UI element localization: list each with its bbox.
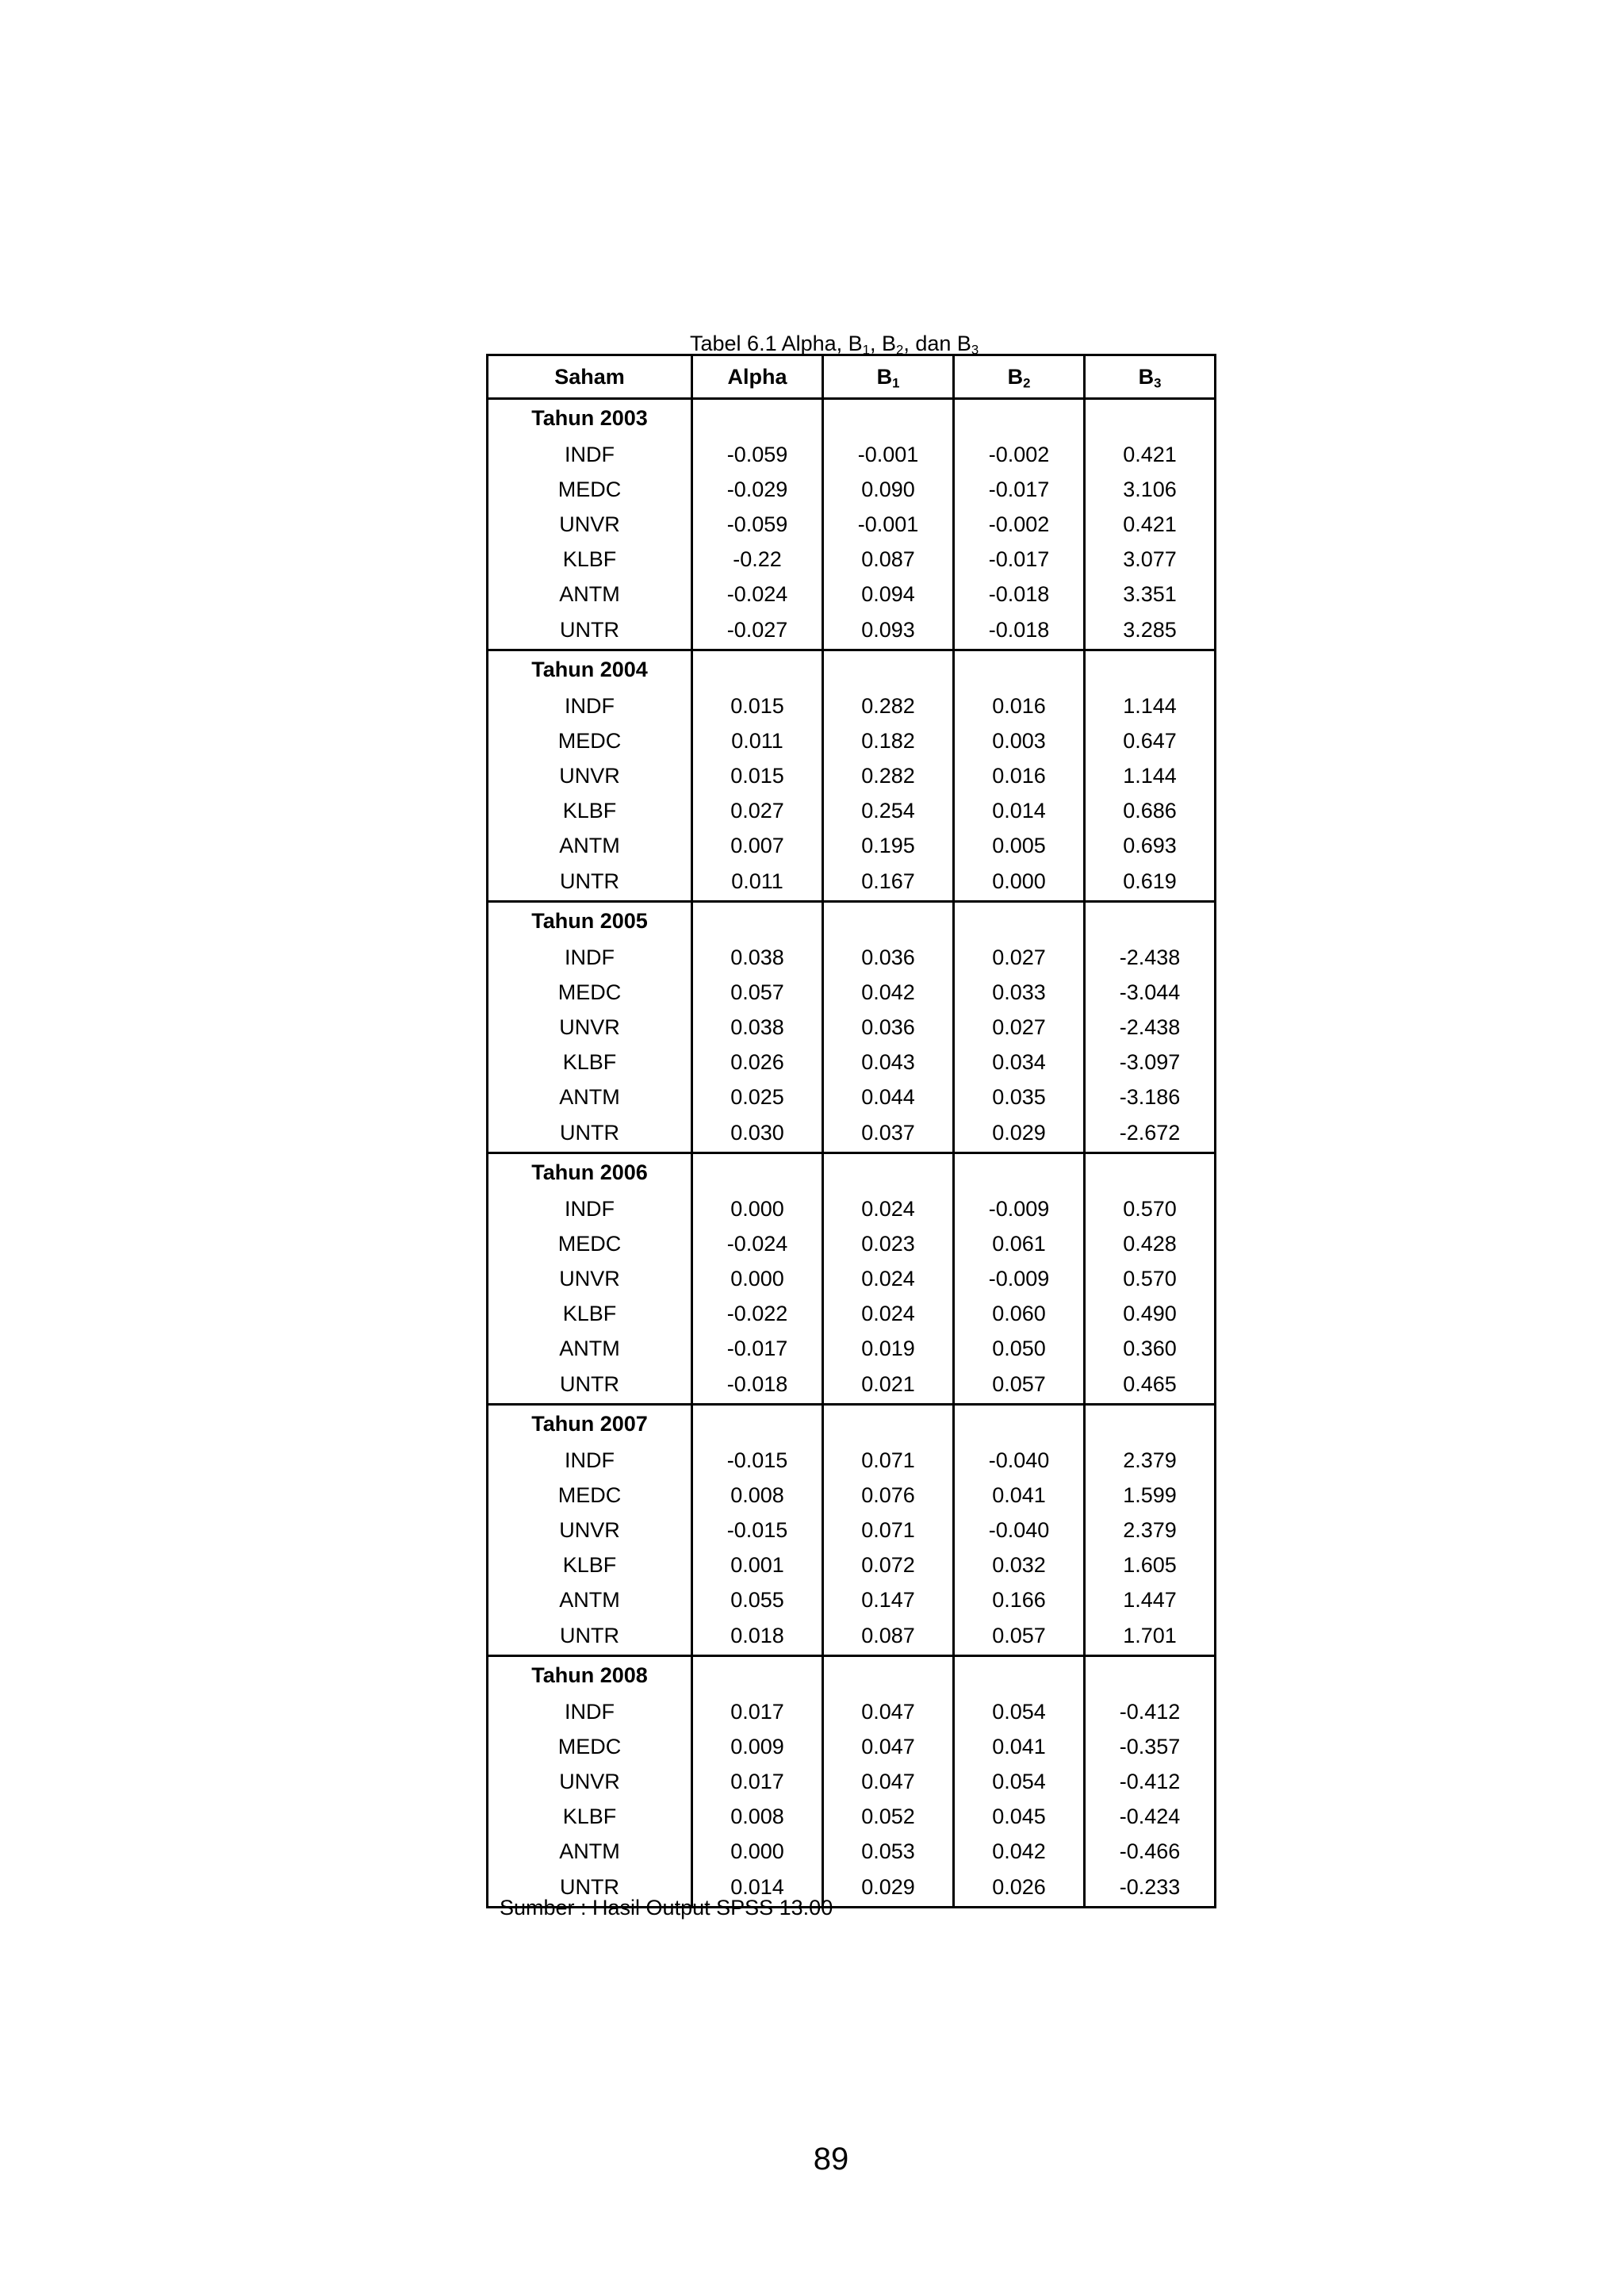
table-row <box>488 1080 1216 1114</box>
year-label: Tahun 2008 <box>488 1656 692 1695</box>
cell-alpha: 0.057 <box>692 975 823 1010</box>
table-row <box>488 1045 1216 1080</box>
cell-b1: 0.029 <box>823 1869 954 1908</box>
table-row <box>488 975 1216 1010</box>
cell-saham: UNTR <box>488 1114 692 1153</box>
cell-b2: 0.057 <box>954 1366 1085 1405</box>
cell-b3: -0.466 <box>1085 1834 1216 1869</box>
year-row <box>488 1153 1216 1192</box>
page-number: 89 <box>813 2142 849 2177</box>
year-group <box>488 902 1216 1153</box>
cell-b1: -0.001 <box>823 507 954 542</box>
cell-saham: UNVR <box>488 507 692 542</box>
cell-b1: 0.036 <box>823 1010 954 1045</box>
empty-cell <box>954 1153 1085 1192</box>
cell-alpha: -0.015 <box>692 1443 823 1478</box>
cell-saham: ANTM <box>488 1080 692 1114</box>
header-b1-subscript: 1 <box>892 375 900 391</box>
year-row <box>488 399 1216 438</box>
cell-saham: KLBF <box>488 1045 692 1080</box>
year-label: Tahun 2007 <box>488 1405 692 1444</box>
cell-saham: UNVR <box>488 1261 692 1296</box>
cell-alpha: 0.008 <box>692 1799 823 1834</box>
cell-b2: 0.061 <box>954 1226 1085 1261</box>
table-row <box>488 793 1216 828</box>
empty-cell <box>1085 902 1216 941</box>
cell-b1: 0.047 <box>823 1764 954 1799</box>
cell-saham: UNVR <box>488 1010 692 1045</box>
cell-alpha: 0.017 <box>692 1694 823 1729</box>
cell-alpha: 0.015 <box>692 688 823 723</box>
cell-b3: 0.490 <box>1085 1296 1216 1331</box>
year-group <box>488 1656 1216 1908</box>
cell-saham: INDF <box>488 1694 692 1729</box>
cell-b1: 0.021 <box>823 1366 954 1405</box>
cell-b3: 1.144 <box>1085 758 1216 793</box>
cell-saham: MEDC <box>488 1478 692 1513</box>
cell-b2: 0.045 <box>954 1799 1085 1834</box>
cell-saham: MEDC <box>488 1226 692 1261</box>
table-row <box>488 1010 1216 1045</box>
cell-b1: 0.093 <box>823 612 954 650</box>
cell-alpha: 0.007 <box>692 828 823 863</box>
cell-b2: -0.017 <box>954 542 1085 577</box>
table-row <box>488 472 1216 507</box>
cell-saham: ANTM <box>488 1331 692 1366</box>
empty-cell <box>954 1656 1085 1695</box>
cell-saham: MEDC <box>488 975 692 1010</box>
cell-b2: 0.050 <box>954 1331 1085 1366</box>
cell-b1: 0.071 <box>823 1513 954 1548</box>
cell-saham: UNVR <box>488 758 692 793</box>
cell-b1: 0.023 <box>823 1226 954 1261</box>
cell-alpha: -0.015 <box>692 1513 823 1548</box>
header-b1-label: B <box>876 364 893 389</box>
cell-alpha: -0.024 <box>692 1226 823 1261</box>
year-label: Tahun 2005 <box>488 902 692 941</box>
table-row <box>488 1114 1216 1153</box>
cell-b2: 0.041 <box>954 1729 1085 1764</box>
cell-b1: 0.282 <box>823 758 954 793</box>
year-group <box>488 399 1216 650</box>
header-b2-label: B <box>1007 364 1024 389</box>
cell-saham: KLBF <box>488 1548 692 1582</box>
cell-b3: 0.686 <box>1085 793 1216 828</box>
cell-alpha: -0.059 <box>692 507 823 542</box>
empty-cell <box>954 399 1085 438</box>
cell-b2: 0.003 <box>954 723 1085 758</box>
cell-b2: 0.027 <box>954 940 1085 975</box>
cell-b3: 0.693 <box>1085 828 1216 863</box>
cell-b3: 2.379 <box>1085 1443 1216 1478</box>
empty-cell <box>692 1405 823 1444</box>
cell-b3: -3.044 <box>1085 975 1216 1010</box>
cell-alpha: 0.001 <box>692 1548 823 1582</box>
cell-b1: 0.042 <box>823 975 954 1010</box>
year-group <box>488 1153 1216 1405</box>
empty-cell <box>823 902 954 941</box>
cell-b1: 0.094 <box>823 577 954 612</box>
table-caption <box>690 332 1063 358</box>
table-row <box>488 612 1216 650</box>
cell-b3: 0.465 <box>1085 1366 1216 1405</box>
cell-alpha: -0.027 <box>692 612 823 650</box>
year-row <box>488 1405 1216 1444</box>
cell-b2: 0.041 <box>954 1478 1085 1513</box>
cell-b2: -0.018 <box>954 577 1085 612</box>
table-row <box>488 1366 1216 1405</box>
cell-b1: 0.047 <box>823 1694 954 1729</box>
year-label: Tahun 2006 <box>488 1153 692 1192</box>
table-row <box>488 758 1216 793</box>
cell-saham: MEDC <box>488 723 692 758</box>
empty-cell <box>1085 650 1216 689</box>
cell-b3: 0.360 <box>1085 1331 1216 1366</box>
cell-alpha: 0.011 <box>692 723 823 758</box>
cell-b3: -3.186 <box>1085 1080 1216 1114</box>
cell-b1: 0.071 <box>823 1443 954 1478</box>
table-row <box>488 863 1216 902</box>
empty-cell <box>823 1656 954 1695</box>
table-row <box>488 940 1216 975</box>
table-row <box>488 1834 1216 1869</box>
cell-b2: -0.002 <box>954 437 1085 472</box>
empty-cell <box>692 1656 823 1695</box>
cell-b3: 1.144 <box>1085 688 1216 723</box>
caption-subscript-1: 1 <box>862 342 870 358</box>
cell-b1: 0.076 <box>823 1478 954 1513</box>
cell-saham: KLBF <box>488 1296 692 1331</box>
cell-b2: 0.000 <box>954 863 1085 902</box>
cell-b2: -0.018 <box>954 612 1085 650</box>
cell-b3: 1.447 <box>1085 1582 1216 1617</box>
cell-b3: 3.351 <box>1085 577 1216 612</box>
cell-alpha: 0.038 <box>692 940 823 975</box>
table-row <box>488 828 1216 863</box>
table-row <box>488 1548 1216 1582</box>
cell-b1: 0.072 <box>823 1548 954 1582</box>
table-row <box>488 577 1216 612</box>
cell-b2: 0.166 <box>954 1582 1085 1617</box>
cell-b1: 0.052 <box>823 1799 954 1834</box>
cell-b3: 2.379 <box>1085 1513 1216 1548</box>
cell-alpha: 0.000 <box>692 1261 823 1296</box>
cell-b2: 0.034 <box>954 1045 1085 1080</box>
table-source-note: Sumber : Hasil Output SPSS 13.00 <box>500 1896 833 1920</box>
table-row <box>488 1191 1216 1226</box>
cell-saham: UNVR <box>488 1513 692 1548</box>
year-label: Tahun 2003 <box>488 399 692 438</box>
cell-b1: 0.024 <box>823 1261 954 1296</box>
cell-b2: 0.054 <box>954 1764 1085 1799</box>
cell-b2: 0.005 <box>954 828 1085 863</box>
cell-b2: 0.027 <box>954 1010 1085 1045</box>
cell-b1: 0.087 <box>823 1617 954 1656</box>
cell-saham: INDF <box>488 437 692 472</box>
cell-b3: -2.438 <box>1085 940 1216 975</box>
cell-b2: 0.026 <box>954 1869 1085 1908</box>
table-row <box>488 1478 1216 1513</box>
cell-b3: 0.428 <box>1085 1226 1216 1261</box>
cell-b2: 0.016 <box>954 688 1085 723</box>
cell-b3: 0.421 <box>1085 507 1216 542</box>
cell-b2: 0.060 <box>954 1296 1085 1331</box>
empty-cell <box>823 399 954 438</box>
header-b2-subscript: 2 <box>1023 375 1031 391</box>
cell-alpha: -0.017 <box>692 1331 823 1366</box>
header-saham <box>488 355 692 399</box>
cell-b3: 1.605 <box>1085 1548 1216 1582</box>
year-row <box>488 902 1216 941</box>
table-row <box>488 1226 1216 1261</box>
cell-alpha: -0.22 <box>692 542 823 577</box>
cell-saham: ANTM <box>488 577 692 612</box>
empty-cell <box>823 1405 954 1444</box>
cell-b2: 0.016 <box>954 758 1085 793</box>
year-group <box>488 650 1216 902</box>
year-label: Tahun 2004 <box>488 650 692 689</box>
coefficients-table <box>486 354 1216 1908</box>
empty-cell <box>1085 1153 1216 1192</box>
cell-alpha: 0.025 <box>692 1080 823 1114</box>
cell-alpha: -0.024 <box>692 577 823 612</box>
cell-alpha: 0.011 <box>692 863 823 902</box>
cell-saham: INDF <box>488 1191 692 1226</box>
table-row <box>488 1443 1216 1478</box>
cell-saham: UNTR <box>488 1366 692 1405</box>
cell-alpha: -0.029 <box>692 472 823 507</box>
cell-saham: ANTM <box>488 828 692 863</box>
cell-saham: UNTR <box>488 1617 692 1656</box>
table-header <box>488 355 1216 399</box>
cell-b2: -0.040 <box>954 1513 1085 1548</box>
cell-b1: 0.090 <box>823 472 954 507</box>
cell-saham: UNTR <box>488 1869 692 1908</box>
cell-alpha: 0.000 <box>692 1191 823 1226</box>
table-row <box>488 507 1216 542</box>
empty-cell <box>954 1405 1085 1444</box>
cell-b2: 0.033 <box>954 975 1085 1010</box>
header-alpha <box>692 355 823 399</box>
caption-subscript-3: 3 <box>971 342 979 358</box>
cell-b1: 0.024 <box>823 1296 954 1331</box>
cell-b1: 0.047 <box>823 1729 954 1764</box>
cell-saham: UNVR <box>488 1764 692 1799</box>
cell-b3: -0.424 <box>1085 1799 1216 1834</box>
cell-saham: KLBF <box>488 793 692 828</box>
caption-text: Tabel 6.1 Alpha, B <box>690 332 863 355</box>
empty-cell <box>692 399 823 438</box>
cell-saham: INDF <box>488 940 692 975</box>
cell-alpha: 0.038 <box>692 1010 823 1045</box>
cell-b3: 0.570 <box>1085 1261 1216 1296</box>
cell-b3: -0.357 <box>1085 1729 1216 1764</box>
cell-b3: -0.233 <box>1085 1869 1216 1908</box>
cell-b2: -0.040 <box>954 1443 1085 1478</box>
table-row <box>488 1261 1216 1296</box>
cell-saham: MEDC <box>488 1729 692 1764</box>
header-b1 <box>823 355 954 399</box>
cell-saham: ANTM <box>488 1834 692 1869</box>
cell-alpha: -0.018 <box>692 1366 823 1405</box>
cell-b3: 0.647 <box>1085 723 1216 758</box>
cell-saham: KLBF <box>488 542 692 577</box>
header-b3 <box>1085 355 1216 399</box>
empty-cell <box>1085 1405 1216 1444</box>
cell-alpha: 0.027 <box>692 793 823 828</box>
cell-alpha: -0.022 <box>692 1296 823 1331</box>
header-row <box>488 355 1216 399</box>
cell-b2: 0.032 <box>954 1548 1085 1582</box>
cell-b1: 0.167 <box>823 863 954 902</box>
cell-alpha: 0.055 <box>692 1582 823 1617</box>
cell-saham: ANTM <box>488 1582 692 1617</box>
cell-b2: 0.042 <box>954 1834 1085 1869</box>
cell-b3: 0.570 <box>1085 1191 1216 1226</box>
cell-b1: 0.037 <box>823 1114 954 1153</box>
cell-b2: 0.054 <box>954 1694 1085 1729</box>
cell-alpha: 0.014 <box>692 1869 823 1908</box>
cell-b2: -0.009 <box>954 1261 1085 1296</box>
table-row <box>488 542 1216 577</box>
header-b2 <box>954 355 1085 399</box>
cell-b1: 0.147 <box>823 1582 954 1617</box>
cell-b2: -0.002 <box>954 507 1085 542</box>
cell-saham: UNTR <box>488 863 692 902</box>
cell-alpha: 0.008 <box>692 1478 823 1513</box>
cell-b3: -2.438 <box>1085 1010 1216 1045</box>
caption-subscript-2: 2 <box>896 342 904 358</box>
table-row <box>488 1617 1216 1656</box>
table-row <box>488 1582 1216 1617</box>
year-row <box>488 650 1216 689</box>
cell-alpha: 0.000 <box>692 1834 823 1869</box>
table-row <box>488 1331 1216 1366</box>
header-b3-subscript: 3 <box>1154 375 1162 391</box>
cell-b2: 0.029 <box>954 1114 1085 1153</box>
header-saham-label: Saham <box>554 364 625 389</box>
table-row <box>488 1513 1216 1548</box>
cell-b1: -0.001 <box>823 437 954 472</box>
table-row <box>488 1694 1216 1729</box>
cell-b3: 0.619 <box>1085 863 1216 902</box>
cell-saham: KLBF <box>488 1799 692 1834</box>
cell-b1: 0.182 <box>823 723 954 758</box>
cell-saham: INDF <box>488 688 692 723</box>
cell-b2: 0.035 <box>954 1080 1085 1114</box>
empty-cell <box>823 1153 954 1192</box>
table-row <box>488 1764 1216 1799</box>
cell-b3: -0.412 <box>1085 1764 1216 1799</box>
cell-alpha: 0.009 <box>692 1729 823 1764</box>
cell-b1: 0.024 <box>823 1191 954 1226</box>
empty-cell <box>692 1153 823 1192</box>
cell-b1: 0.019 <box>823 1331 954 1366</box>
cell-b3: 1.701 <box>1085 1617 1216 1656</box>
cell-b2: 0.057 <box>954 1617 1085 1656</box>
empty-cell <box>1085 1656 1216 1695</box>
year-row <box>488 1656 1216 1695</box>
cell-b3: 3.106 <box>1085 472 1216 507</box>
cell-saham: MEDC <box>488 472 692 507</box>
empty-cell <box>954 902 1085 941</box>
table-row <box>488 723 1216 758</box>
empty-cell <box>954 650 1085 689</box>
empty-cell <box>692 650 823 689</box>
cell-b1: 0.087 <box>823 542 954 577</box>
cell-alpha: 0.017 <box>692 1764 823 1799</box>
table-row <box>488 1296 1216 1331</box>
cell-alpha: -0.059 <box>692 437 823 472</box>
cell-b2: -0.017 <box>954 472 1085 507</box>
header-alpha-label: Alpha <box>727 364 787 389</box>
cell-b3: 1.599 <box>1085 1478 1216 1513</box>
cell-b1: 0.036 <box>823 940 954 975</box>
empty-cell <box>1085 399 1216 438</box>
cell-alpha: 0.026 <box>692 1045 823 1080</box>
cell-b1: 0.043 <box>823 1045 954 1080</box>
cell-alpha: 0.015 <box>692 758 823 793</box>
cell-saham: INDF <box>488 1443 692 1478</box>
cell-alpha: 0.030 <box>692 1114 823 1153</box>
cell-b3: -3.097 <box>1085 1045 1216 1080</box>
cell-b1: 0.053 <box>823 1834 954 1869</box>
cell-b1: 0.254 <box>823 793 954 828</box>
cell-b3: -0.412 <box>1085 1694 1216 1729</box>
cell-b3: 0.421 <box>1085 437 1216 472</box>
cell-saham: UNTR <box>488 612 692 650</box>
header-b3-label: B <box>1138 364 1155 389</box>
cell-b3: 3.077 <box>1085 542 1216 577</box>
table-row <box>488 437 1216 472</box>
cell-b1: 0.195 <box>823 828 954 863</box>
table-row <box>488 1799 1216 1834</box>
empty-cell <box>692 902 823 941</box>
year-group <box>488 1405 1216 1656</box>
cell-b3: 3.285 <box>1085 612 1216 650</box>
table-row <box>488 688 1216 723</box>
cell-b2: 0.014 <box>954 793 1085 828</box>
table-row <box>488 1729 1216 1764</box>
cell-b2: -0.009 <box>954 1191 1085 1226</box>
caption-text-b2: , B <box>869 332 896 355</box>
caption-text-b3: , dan B <box>903 332 971 355</box>
cell-alpha: 0.018 <box>692 1617 823 1656</box>
cell-b1: 0.044 <box>823 1080 954 1114</box>
cell-b3: -2.672 <box>1085 1114 1216 1153</box>
cell-b1: 0.282 <box>823 688 954 723</box>
empty-cell <box>823 650 954 689</box>
